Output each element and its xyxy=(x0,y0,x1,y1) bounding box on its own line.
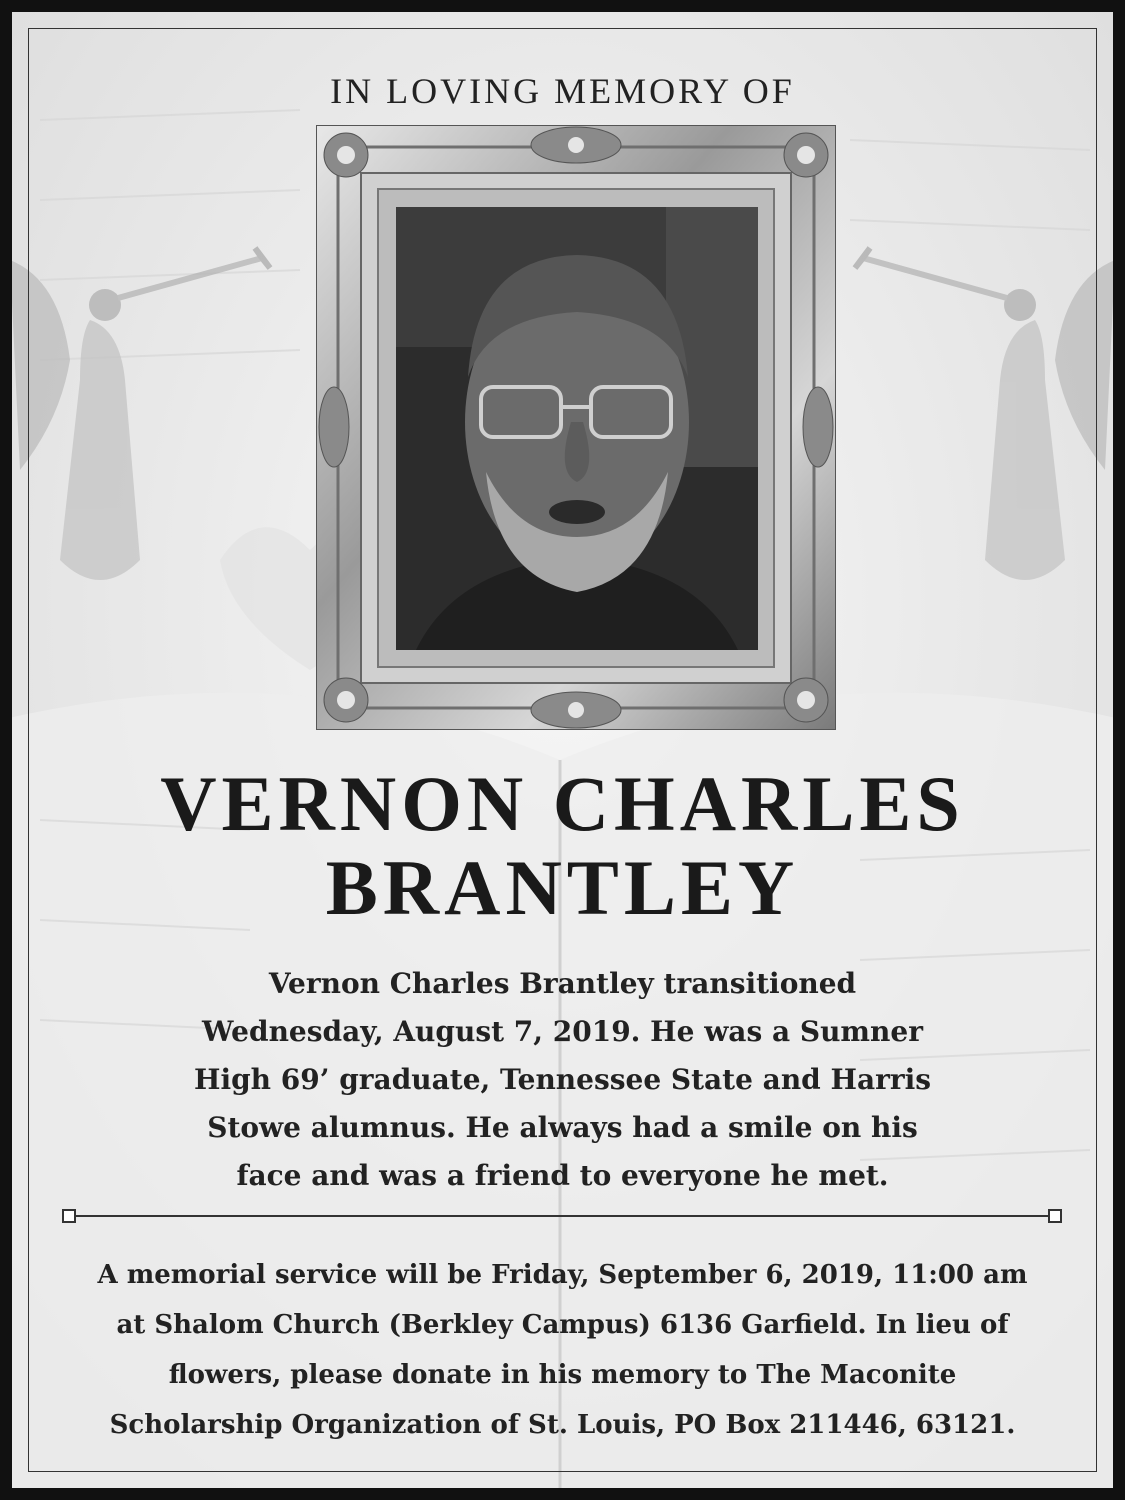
divider-line xyxy=(72,1215,1052,1217)
service-line: Scholarship Organization of St. Louis, PO Box 211446, 63121. xyxy=(109,1410,1016,1440)
name-line-2: BRANTLEY xyxy=(325,844,800,931)
portrait-photo xyxy=(396,207,758,650)
bio-line: face and was a friend to everyone he met. xyxy=(236,1159,889,1192)
service-line: flowers, please donate in his memory to The Maconite xyxy=(168,1360,957,1390)
page-title: IN LOVING MEMORY OF xyxy=(330,71,795,111)
bio-line: Stowe alumnus. He always had a smile on his xyxy=(207,1111,918,1144)
biography-text xyxy=(110,960,1015,1200)
name-line-1: VERNON CHARLES xyxy=(160,760,965,847)
service-line: A memorial service will be Friday, September 6, 2019, 11:00 am xyxy=(97,1260,1028,1290)
bio-line: High 69’ graduate, Tennessee State and Harris xyxy=(193,1063,932,1096)
divider-square-left xyxy=(62,1209,76,1223)
section-divider xyxy=(62,1209,1062,1223)
divider-square-right xyxy=(1048,1209,1062,1223)
bio-line: Wednesday, August 7, 2019. He was a Sumner xyxy=(202,1015,923,1048)
bio-line: Vernon Charles Brantley transitioned xyxy=(268,967,857,1000)
service-details xyxy=(50,1250,1075,1450)
ornate-frame-icon xyxy=(316,125,836,730)
service-line: at Shalom Church (Berkley Campus) 6136 Garfield. In lieu of xyxy=(116,1310,1009,1340)
deceased-name xyxy=(0,762,1125,930)
